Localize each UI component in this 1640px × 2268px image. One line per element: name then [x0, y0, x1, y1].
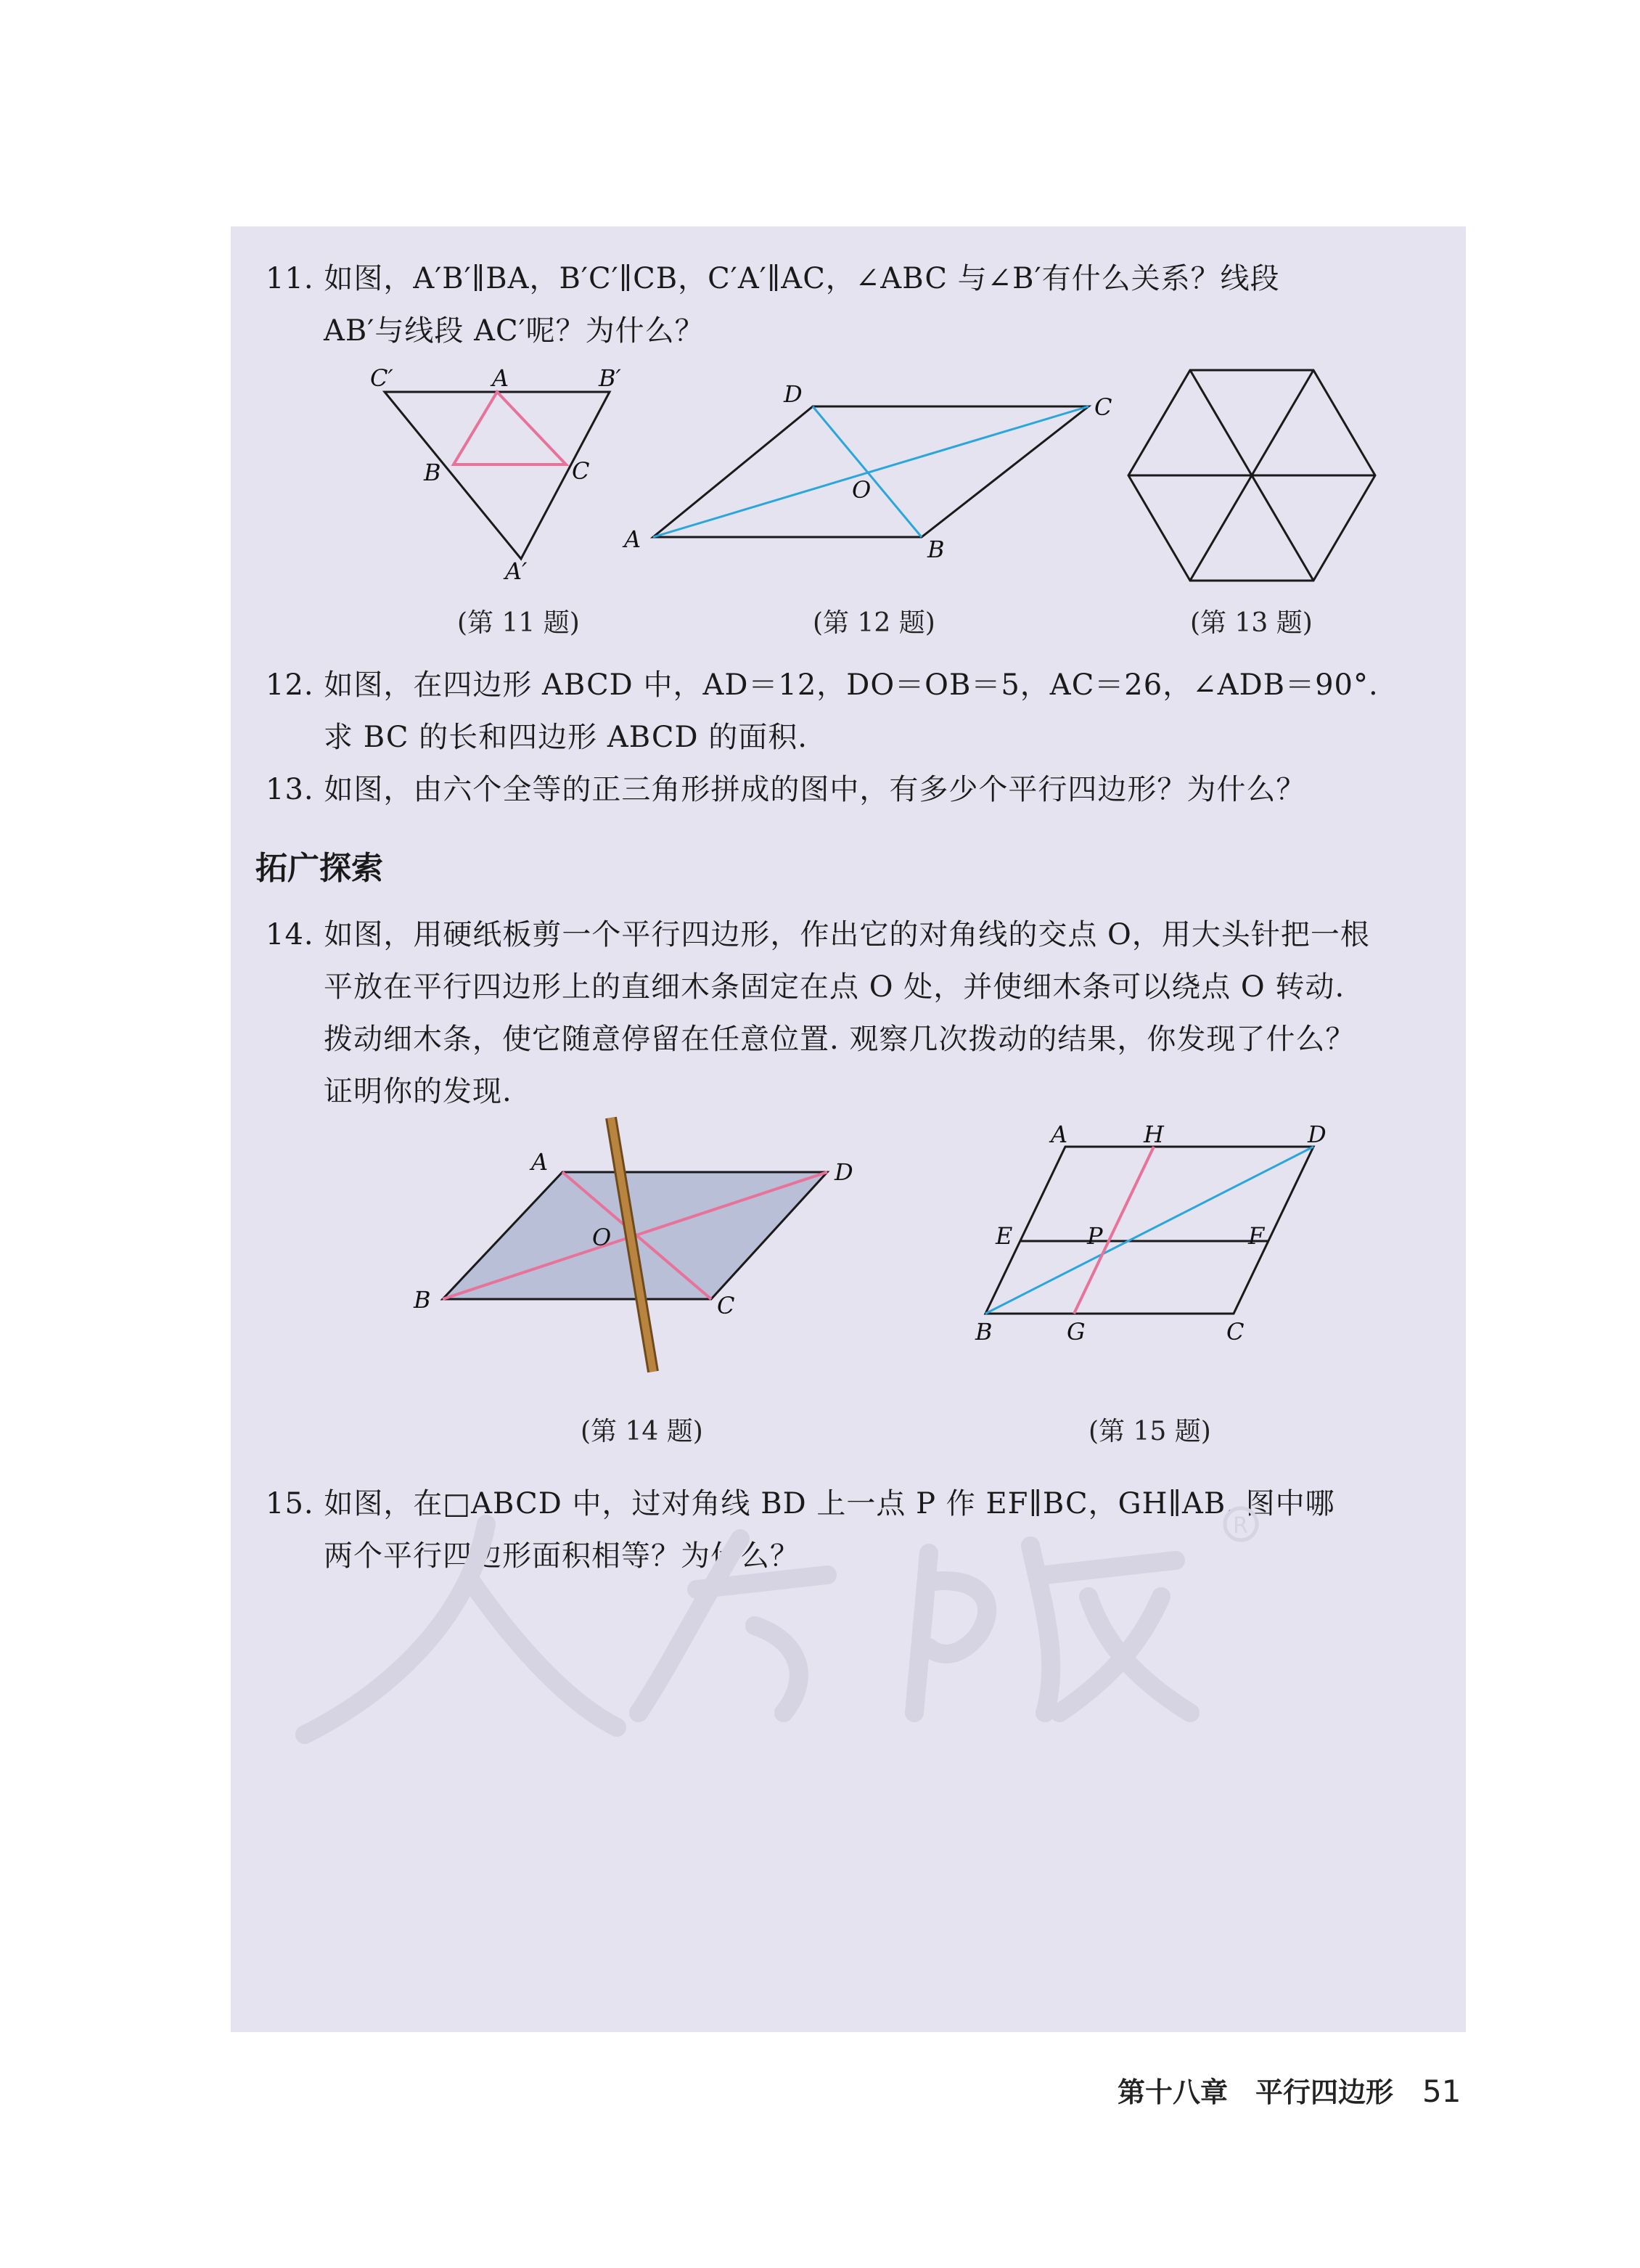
problem-14-line-1: 14. 如图，用硬纸板剪一个平行四边形，作出它的对角线的交点 O，用大头针把一根	[266, 918, 1370, 951]
problem-13	[266, 763, 1441, 816]
problem-14-line-2: 平放在平行四边形上的直细木条固定在点 O 处，并使细木条可以绕点 O 转动.	[324, 970, 1345, 1004]
problem-15-line-1: 15. 如图，在□ABCD 中，过对角线 BD 上一点 P 作 EF∥BC，GH∥AB. 图中哪	[266, 1487, 1335, 1520]
fig14-label-b: B	[414, 1286, 431, 1314]
figure-15	[965, 1110, 1372, 1350]
fig15-label-f: F	[1248, 1222, 1265, 1250]
fig14-label-c: C	[717, 1292, 735, 1319]
problem-14	[266, 909, 1441, 1118]
fig15-label-e: E	[996, 1222, 1013, 1250]
problem-14-line-4: 证明你的发现.	[324, 1075, 512, 1108]
fig11-label-a-prime: A′	[505, 557, 528, 585]
problem-14-line-3: 拨动细木条，使它随意停留在任意位置. 观察几次拨动的结果，你发现了什么？	[324, 1023, 1356, 1056]
problem-15-line-2: 两个平行四边形面积相等？为什么？	[324, 1539, 800, 1573]
fig11-label-b: B	[424, 459, 441, 486]
caption-figure-15: (第 15 题)	[1088, 1417, 1211, 1446]
fig12-label-c: C	[1094, 393, 1112, 421]
problem-12	[266, 659, 1441, 763]
svg-text:R: R	[1233, 1513, 1248, 1539]
fig12-label-d: D	[784, 380, 803, 408]
publisher-watermark	[290, 1495, 1277, 1756]
problem-12-line-2: 求 BC 的长和四边形 ABCD 的面积.	[324, 721, 808, 754]
fig14-label-o: O	[592, 1224, 612, 1251]
fig11-label-c-prime: C′	[370, 364, 393, 392]
fig15-label-b: B	[975, 1318, 993, 1346]
fig11-label-c: C	[572, 457, 590, 485]
page-number: 51	[1422, 2073, 1461, 2109]
figure-13	[1118, 356, 1386, 595]
caption-figure-12: (第 12 题)	[813, 608, 935, 638]
fig12-label-a: A	[624, 525, 641, 553]
fig12-label-b: B	[927, 536, 945, 563]
problem-11-line-2: AB′与线段 AC′呢？为什么？	[324, 314, 705, 348]
problem-11-line-1: 11. 如图，A′B′∥BA，B′C′∥CB，C′A′∥AC，∠ABC 与∠B′有什么关系？线段	[266, 262, 1280, 295]
fig14-label-d: D	[835, 1158, 853, 1186]
fig15-label-c: C	[1226, 1318, 1245, 1346]
fig15-label-p: P	[1087, 1222, 1103, 1250]
page-footer	[1118, 2070, 1461, 2110]
fig15-label-d: D	[1308, 1121, 1327, 1148]
problem-12-line-1: 12. 如图，在四边形 ABCD 中，AD＝12，DO＝OB＝5，AC＝26，∠ADB＝90°.	[266, 668, 1379, 702]
problem-11	[266, 253, 1441, 357]
fig15-label-h: H	[1144, 1121, 1164, 1148]
fig15-label-a: A	[1051, 1121, 1068, 1148]
caption-figure-13: (第 13 题)	[1190, 608, 1313, 638]
fig15-label-g: G	[1067, 1318, 1086, 1346]
problem-13-line-1: 13. 如图，由六个全等的正三角形拼成的图中，有多少个平行四边形？为什么？	[266, 773, 1306, 806]
caption-figure-14: (第 14 题)	[581, 1417, 703, 1446]
section-heading-extension: 拓广探索	[255, 850, 383, 887]
fig11-label-b-prime: B′	[599, 364, 621, 392]
footer-chapter-title: 第十八章 平行四边形	[1118, 2076, 1394, 2108]
fig12-label-o: O	[852, 476, 872, 504]
fig14-label-a: A	[531, 1148, 549, 1176]
figure-14	[406, 1103, 871, 1386]
figure-12	[610, 377, 1118, 566]
caption-figure-11: (第 11 题)	[457, 608, 580, 638]
fig11-label-a: A	[492, 364, 509, 392]
